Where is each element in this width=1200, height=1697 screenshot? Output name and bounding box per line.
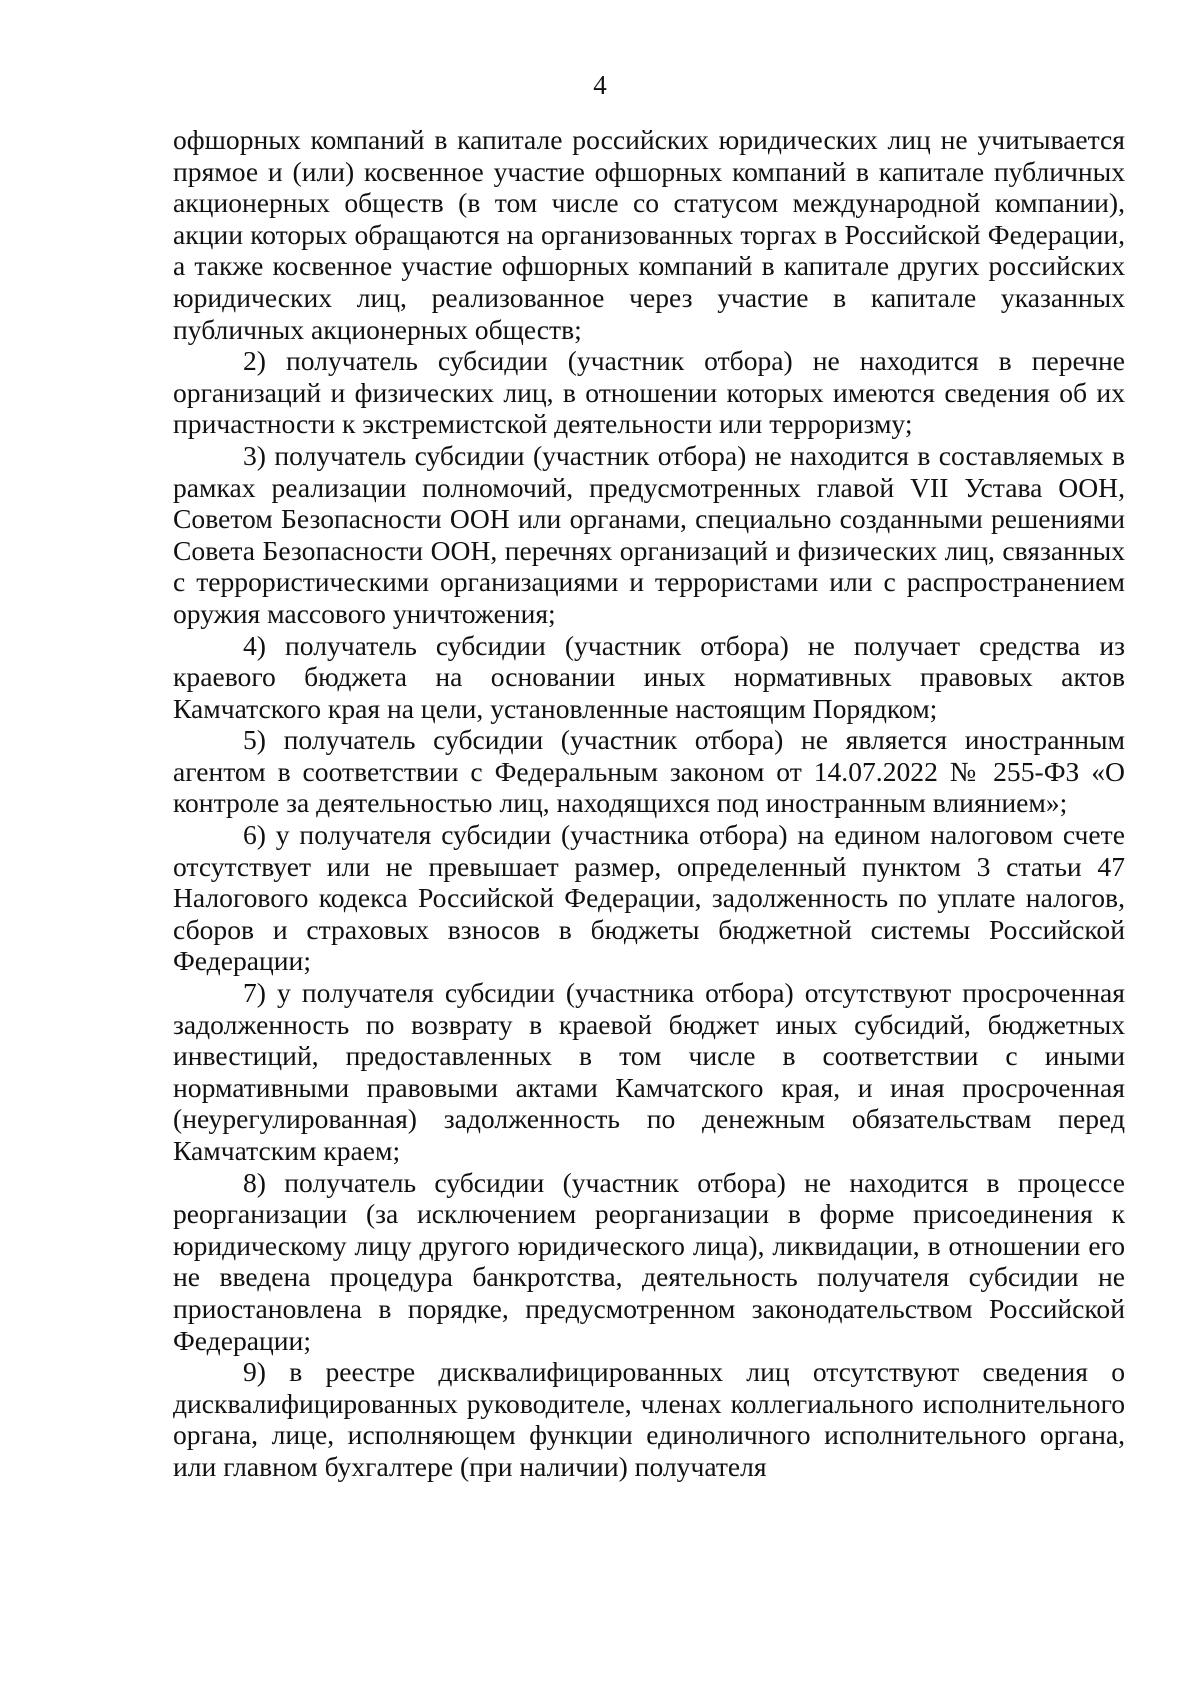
paragraph-item-8: 8) получатель субсидии (участник отбора) не находится в процессе реорганизации (за исключением реорганизации в форме присоединения к юридическому лицу другого юридического лица), ликвидации, в отношении его не введена процедура банкротства, деятельность получателя субсидии не приостановлена в порядке, предусмотренном законодательством Российской Федерации; — [173, 1166, 1125, 1356]
document-body — [173, 124, 1125, 1483]
paragraph-item-7: 7) у получателя субсидии (участника отбора) отсутствуют просроченная задолженность по возврату в краевой бюджет иных субсидий, бюджетных инвестиций, предоставленных в том числе в соответствии с иными нормативными правовыми актами Камчатского края, и иная просроченная (неурегулированная) задолженность по денежным обязательствам перед Камчатским краем; — [173, 977, 1125, 1166]
page-number: 4 — [593, 70, 607, 100]
paragraph-item-2: 2) получатель субсидии (участник отбора) не находится в перечне организаций и физических лиц, в отношении которых имеются сведения об их причастности к экстремистской деятельности или терроризму; — [173, 345, 1125, 440]
paragraph-item-3: 3) получатель субсидии (участник отбора) не находится в составляемых в рамках реализации полномочий, предусмотренных главой VII Устава ООН, Советом Безопасности ООН или органами, специально созданными решениями Совета Безопасности ООН, перечнях организаций и физических лиц, связанных с террористическими организациями и террористами или с распространением оружия массового уничтожения; — [173, 439, 1125, 629]
paragraph-item-6: 6) у получателя субсидии (участника отбора) на едином налоговом счете отсутствует или не превышает размер, определенный пунктом 3 статьи 47 Налогового кодекса Российской Федерации, задолженность по уплате налогов, сборов и страховых взносов в бюджеты бюджетной системы Российской Федерации; — [173, 819, 1125, 977]
paragraph-item-5: 5) получатель субсидии (участник отбора) не является иностранным агентом в соответствии с Федеральным законом от 14.07.2022 № 255-ФЗ «О контроле за деятельностью лиц, находящихся под иностранным влиянием»; — [173, 724, 1125, 819]
paragraph-item-9: 9) в реестре дисквалифицированных лиц отсутствуют сведения о дисквалифицированных руководителе, членах коллегиального исполнительного органа, лице, исполняющем функции единоличного исполнительного органа, или главном бухгалтере (при наличии) получателя — [173, 1356, 1125, 1482]
paragraph-continuation: офшорных компаний в капитале российских юридических лиц не учитывается прямое и (или) косвенное участие офшорных компаний в капитале публичных акционерных обществ (в том числе со статусом международной компании), акции которых обращаются на организованных торгах в Российской Федерации, а также косвенное участие офшорных компаний в капитале других российских юридических лиц, реализованное через участие в капитале указанных публичных акционерных обществ; — [173, 124, 1125, 345]
paragraph-item-4: 4) получатель субсидии (участник отбора) не получает средства из краевого бюджета на основании иных нормативных правовых актов Камчатского края на цели, установленные настоящим Порядком; — [173, 629, 1125, 724]
